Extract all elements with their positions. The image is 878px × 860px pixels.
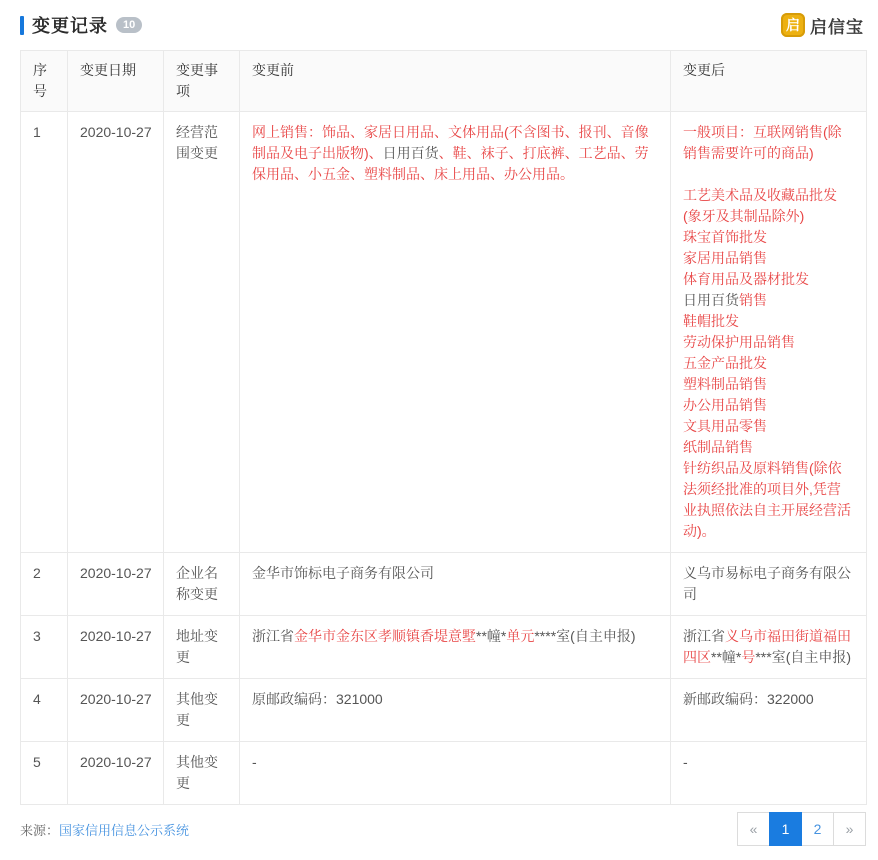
- diff-line: [683, 626, 854, 668]
- changed-text: 区: [697, 649, 711, 665]
- row-item: 企业名称变更: [164, 553, 240, 616]
- table-header-row: [21, 51, 867, 112]
- changed-text: 办公用品销售: [683, 397, 767, 413]
- table-row: [21, 742, 867, 805]
- diff-line: [683, 395, 854, 416]
- diff-line: [252, 122, 658, 185]
- unchanged-text: **幢*: [476, 628, 507, 644]
- qixinbao-logo-icon: 启: [781, 13, 805, 37]
- changed-text: 家居用品销售: [683, 250, 767, 266]
- unchanged-text: **幢*: [711, 649, 742, 665]
- unchanged-text: -: [252, 754, 257, 770]
- diff-line: [683, 332, 854, 353]
- diff-line: [252, 752, 658, 773]
- source-link[interactable]: 国家信用信息公示系统: [59, 822, 190, 838]
- table-body: [21, 112, 867, 805]
- column-header-0: 序号: [21, 51, 68, 112]
- changed-text: 纸制品销售: [683, 439, 753, 455]
- row-item: 经营范围变更: [164, 112, 240, 553]
- row-before: [240, 553, 671, 616]
- diff-line: [683, 227, 854, 248]
- changed-text: 五金产品批发: [683, 355, 767, 371]
- topbar: [20, 12, 866, 38]
- unchanged-text: -: [683, 754, 688, 770]
- row-date: 2020-10-27: [68, 112, 164, 553]
- diff-line: [683, 689, 854, 710]
- page-title: 变更记录: [32, 16, 108, 36]
- diff-line: [683, 164, 854, 185]
- changed-text: 金华市金东区孝顺镇香堤意墅: [294, 628, 476, 644]
- diff-line: [683, 185, 854, 227]
- pagination: [737, 812, 866, 846]
- unchanged-text: 日用百货: [382, 145, 439, 161]
- unchanged-text: 浙江省: [252, 628, 294, 644]
- brand-name: 启信宝: [810, 17, 864, 37]
- changed-text: 体育用品及器材批发: [683, 271, 809, 287]
- row-date: 2020-10-27: [68, 553, 164, 616]
- row-no: 4: [21, 679, 68, 742]
- changed-text: 网上销售：饰品、家居日用品、文体用品(不含图书、报刊、音像制品及电子出版物)、: [252, 124, 649, 161]
- unchanged-text: 原邮政编码：321000: [252, 691, 383, 707]
- column-header-2: 变更事项: [164, 51, 240, 112]
- row-no: 5: [21, 742, 68, 805]
- row-item: 其他变更: [164, 742, 240, 805]
- changed-text: 义乌市福田街道福田四: [683, 628, 851, 665]
- section-title: [20, 12, 142, 38]
- source-line: [20, 820, 189, 839]
- row-after: [671, 742, 867, 805]
- diff-line: [683, 437, 854, 458]
- changed-text: 针纺织品及原料销售(除依法须经批准的项目外,凭营业执照依法自主开展经营活动)。: [683, 460, 851, 539]
- table-row: [21, 616, 867, 679]
- column-header-4: 变更后: [671, 51, 867, 112]
- pagination-prev-button[interactable]: «: [737, 812, 770, 846]
- changed-text: 文具用品零售: [683, 418, 767, 434]
- row-before: [240, 679, 671, 742]
- changed-text: 单元: [506, 628, 535, 644]
- unchanged-text: 浙江省: [683, 628, 725, 644]
- unchanged-text: ***室(自主申报): [755, 649, 852, 665]
- diff-line: [683, 563, 854, 605]
- changed-text: 、鞋、袜子、打底裤、工艺品、劳保用品、小五金、塑料制品、床上用品、办公用品。: [252, 145, 649, 182]
- unchanged-text: 新邮政编码：322000: [683, 691, 814, 707]
- row-before: [240, 742, 671, 805]
- source-label: 来源：: [20, 822, 60, 838]
- diff-line: [252, 626, 658, 647]
- row-before: [240, 616, 671, 679]
- footer: [20, 812, 866, 846]
- pagination-page-1[interactable]: 1: [769, 812, 802, 846]
- unchanged-text: ****室(自主申报): [534, 628, 636, 644]
- changed-text: 号: [741, 649, 756, 665]
- pagination-page-2[interactable]: 2: [801, 812, 834, 846]
- row-after: [671, 616, 867, 679]
- title-accent-bar: [20, 16, 24, 35]
- changed-text: 一般项目：互联网销售(除销售需要许可的商品): [683, 124, 842, 161]
- diff-line: [252, 689, 658, 710]
- changed-text: 工艺美术品及收藏品批发(象牙及其制品除外): [683, 187, 837, 224]
- diff-line: [683, 416, 854, 437]
- diff-line: [683, 311, 854, 332]
- table-row: [21, 679, 867, 742]
- diff-line: [683, 353, 854, 374]
- unchanged-text: 金华市饰标电子商务有限公司: [252, 565, 434, 581]
- changed-text: 劳动保护用品销售: [683, 334, 795, 350]
- row-date: 2020-10-27: [68, 616, 164, 679]
- table-row: [21, 112, 867, 553]
- diff-line: [683, 248, 854, 269]
- diff-line: [683, 458, 854, 542]
- row-after: [671, 553, 867, 616]
- row-item: 其他变更: [164, 679, 240, 742]
- changed-text: 鞋帽批发: [683, 313, 739, 329]
- diff-line: [683, 122, 854, 164]
- row-date: 2020-10-27: [68, 679, 164, 742]
- changed-text: 塑料制品销售: [683, 376, 767, 392]
- row-date: 2020-10-27: [68, 742, 164, 805]
- row-before: [240, 112, 671, 553]
- row-no: 2: [21, 553, 68, 616]
- changed-text: 销售: [739, 292, 767, 308]
- diff-line: [683, 752, 854, 773]
- change-records-table: [20, 50, 867, 805]
- column-header-3: 变更前: [240, 51, 671, 112]
- row-no: 3: [21, 616, 68, 679]
- diff-line: [683, 269, 854, 290]
- pagination-next-button[interactable]: »: [833, 812, 866, 846]
- row-no: 1: [21, 112, 68, 553]
- row-after: [671, 679, 867, 742]
- unchanged-text: 日用百货: [683, 292, 739, 308]
- table-row: [21, 553, 867, 616]
- unchanged-text: 义乌市易标电子商务有限公司: [683, 565, 851, 602]
- row-item: 地址变更: [164, 616, 240, 679]
- row-after: [671, 112, 867, 553]
- column-header-1: 变更日期: [68, 51, 164, 112]
- diff-line: [252, 563, 658, 584]
- changed-text: 珠宝首饰批发: [683, 229, 767, 245]
- record-count-badge: 10: [116, 17, 142, 33]
- diff-line: [683, 290, 854, 311]
- brand-logo: [781, 13, 864, 38]
- diff-line: [683, 374, 854, 395]
